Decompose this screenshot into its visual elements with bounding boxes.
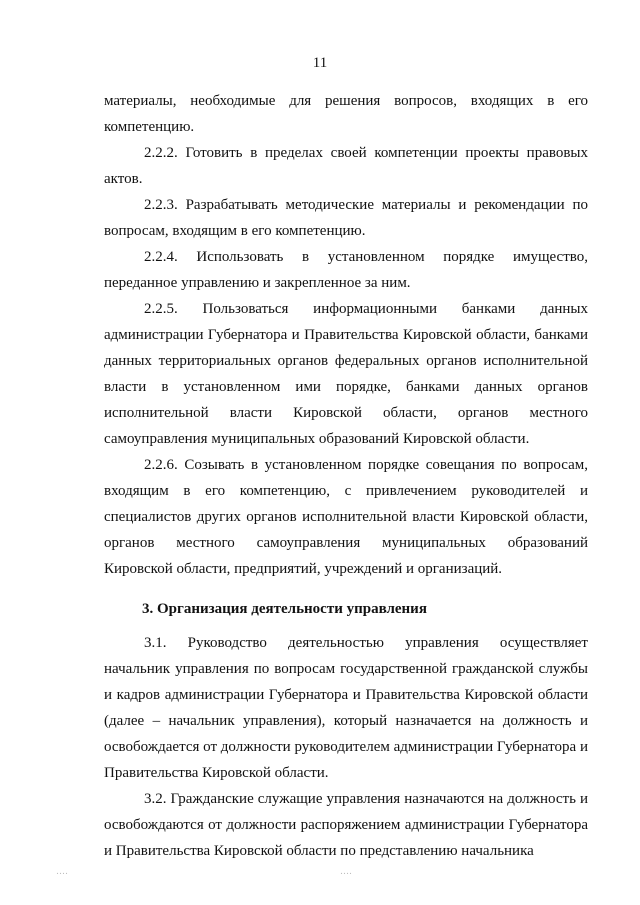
paragraph-2-2-3: 2.2.3. Разрабатывать методические материалы и рекомендации по вопросам, входящим в его компетенцию. [104, 197, 588, 239]
scan-mark-left: ‥‥ [56, 866, 69, 876]
paragraph-continuation: материалы, необходимые для решения вопросов, входящих в его компетенцию. [104, 93, 588, 135]
document-body [104, 88, 588, 864]
paragraph-2-2-4: 2.2.4. Использовать в установленном порядке имущество, переданное управлению и закрепленное за ним. [104, 249, 588, 291]
section-heading: 3. Организация деятельности управления [142, 601, 427, 617]
paragraph-2-2-2: 2.2.2. Готовить в пределах своей компетенции проекты правовых актов. [104, 145, 588, 187]
paragraph-2-2-6: 2.2.6. Созывать в установленном порядке совещания по вопросам, входящим в его компетенцию, с привлечением руководителей и специалистов других органов исполнительной власти Кировской области, органов местного самоуправления муниципальных образований Кировской области, предприятий, учреждений и организаций. [104, 457, 588, 577]
paragraph-3-2: 3.2. Гражданские служащие управления назначаются на должность и освобождаются от должности распоряжением администрации Губернатора и Правительства Кировской области по представлению начальника [104, 791, 588, 859]
scan-mark-center: ‥‥ [340, 866, 353, 876]
paragraph-3-1: 3.1. Руководство деятельностью управления осуществляет начальник управления по вопросам государственной гражданской службы и кадров администрации Губернатора и Правительства Кировской области (далее – начальник управления), который назначается на должность и освобождается от должности руководителем администрации Губернатора и Правительства Кировской области. [104, 635, 588, 781]
page-number: 11 [312, 55, 328, 71]
paragraph-2-2-5: 2.2.5. Пользоваться информационными банками данных администрации Губернатора и Правительства Кировской области, банками данных территориальных органов федеральных органов исполнительной власти в установленном ими порядке, банками данных органов исполнительной власти Кировской области, органов местного самоуправления муниципальных образований Кировской области. [104, 301, 588, 447]
